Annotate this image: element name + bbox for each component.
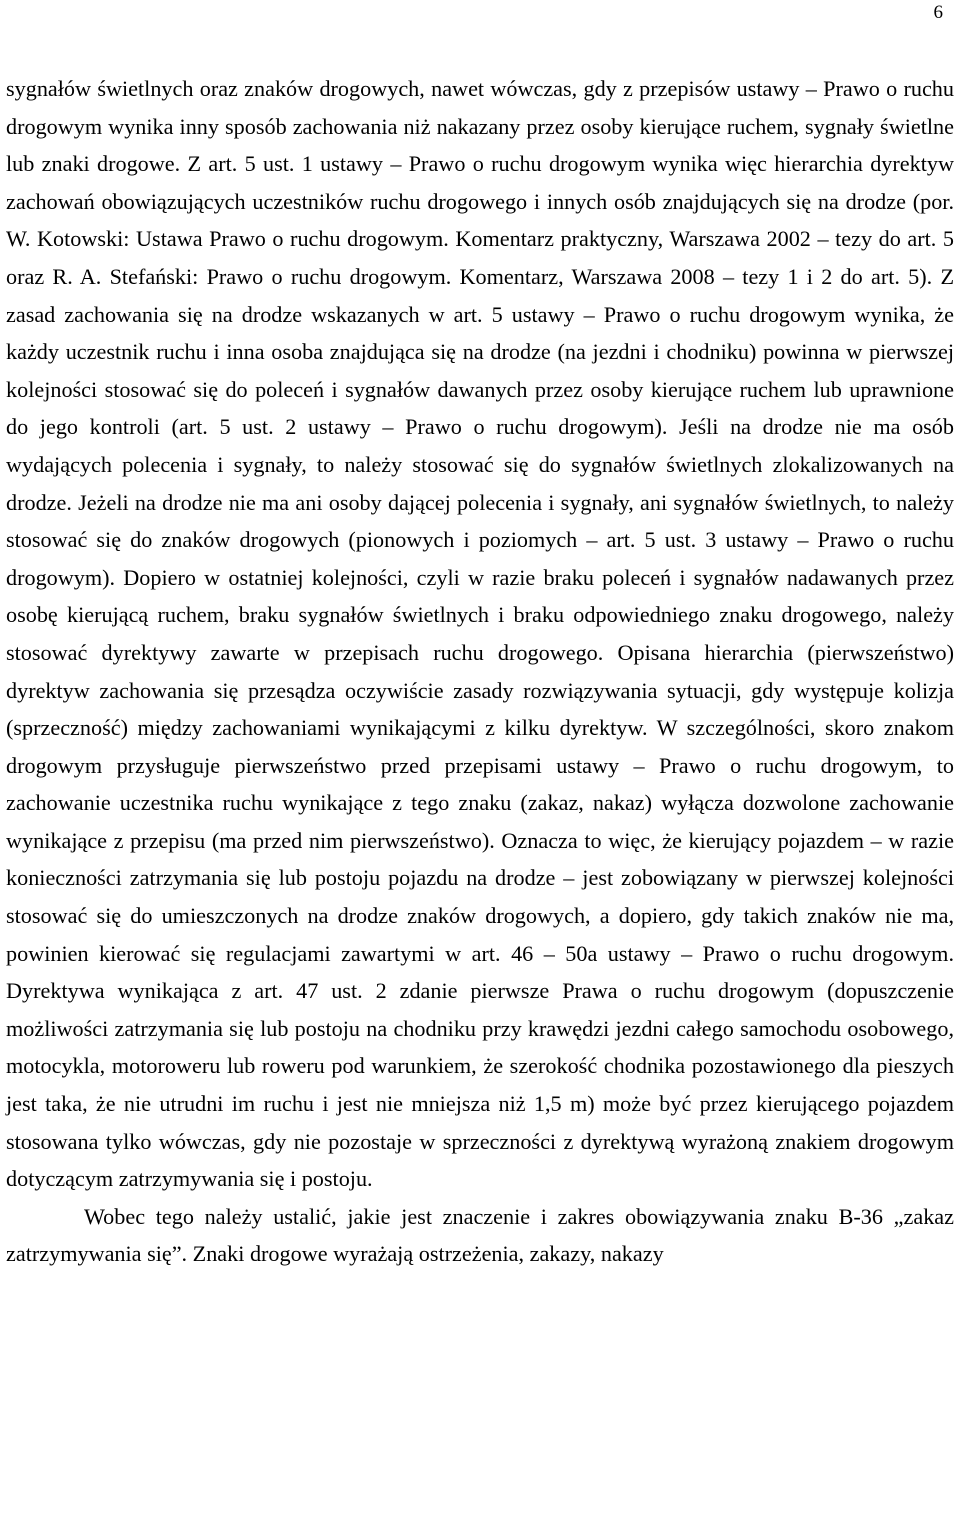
page-number: 6 [933,2,943,23]
paragraph-2: Wobec tego należy ustalić, jakie jest znaczenie i zakres obowiązywania znaku B-36 „zakaz zatrzymywania się”. Znaki drogowe wyrażają ostrzeżenia, zakazy, nakazy [6,1203,954,1267]
document-body [6,70,954,1273]
paragraph-1: sygnałów świetlnych oraz znaków drogowych, nawet wówczas, gdy z przepisów ustawy – Prawo o ruchu drogowym wynika inny sposób zachowania niż nakazany przez osoby kierujące ruchem, sygnały świetlne lub znaki drogowe. Z art. 5 ust. 1 ustawy – Prawo o ruchu drogowym wynika więc hierarchia dyrektyw zachowań obowiązujących uczestników ruchu drogowego i innych osób znajdujących się na drodze (por. W. Kotowski: Ustawa Prawo o ruchu drogowym. Komentarz praktyczny, Warszawa 2002 – tezy do art. 5 oraz R. A. Stefański: Prawo o ruchu drogowym. Komentarz, Warszawa 2008 – tezy 1 i 2 do art. 5). Z zasad zachowania się na drodze wskazanych w art. 5 ustawy – Prawo o ruchu drogowym wynika, że każdy uczestnik ruchu i inna osoba znajdująca się na drodze (na jezdni i chodniku) powinna w pierwszej kolejności stosować się do poleceń i sygnałów dawanych przez osoby kierujące ruchem lub uprawnione do jego kontroli (art. 5 ust. 2 ustawy – Prawo o ruchu drogowym). Jeśli na drodze nie ma osób wydających polecenia i sygnały, to należy stosować się do sygnałów świetlnych zlokalizowanych na drodze. Jeżeli na drodze nie ma ani osoby dającej polecenia i sygnały, ani sygnałów świetlnych, to należy stosować się do znaków drogowych (pionowych i poziomych – art. 5 ust. 3 ustawy – Prawo o ruchu drogowym). Dopiero w ostatniej kolejności, czyli w razie braku poleceń i sygnałów nadawanych przez osobę kierującą ruchem, braku sygnałów świetlnych i braku odpowiedniego znaku drogowego, należy stosować dyrektywy zawarte w przepisach ruchu drogowego. Opisana hierarchia (pierwszeństwo) dyrektyw zachowania się przesądza oczywiście zasady rozwiązywania sytuacji, gdy występuje kolizja (sprzeczność) między zachowaniami wynikającymi z kilku dyrektyw. W szczególności, skoro znakom drogowym przysługuje pierwszeństwo przed przepisami ustawy – Prawo o ruchu drogowym, to zachowanie uczestnika ruchu wynikające z tego znaku (zakaz, nakaz) wyłącza dozwolone zachowanie wynikające z przepisu (ma przed nim pierwszeństwo). Oznacza to więc, że kierujący pojazdem – w razie konieczności zatrzymania się lub postoju pojazdu na drodze – jest zobowiązany w pierwszej kolejności stosować się do umieszczonych na drodze znaków drogowych, a dopiero, gdy takich znaków nie ma, powinien kierować się regulacjami zawartymi w art. 46 – 50a ustawy – Prawo o ruchu drogowym. Dyrektywa wynikająca z art. 47 ust. 2 zdanie pierwsze Prawa o ruchu drogowym (dopuszczenie możliwości zatrzymania się lub postoju na chodniku przy krawędzi jezdni całego samochodu osobowego, motocykla, motoroweru lub roweru pod warunkiem, że szerokość chodnika pozostawionego dla pieszych jest taka, że nie utrudni im ruchu i jest nie mniejsza niż 1,5 m) może być przez kierującego pojazdem stosowana tylko wówczas, gdy nie pozostaje w sprzeczności z dyrektywą wyrażoną znakiem drogowym dotyczącym zatrzymywania się i postoju. [6,76,954,1192]
